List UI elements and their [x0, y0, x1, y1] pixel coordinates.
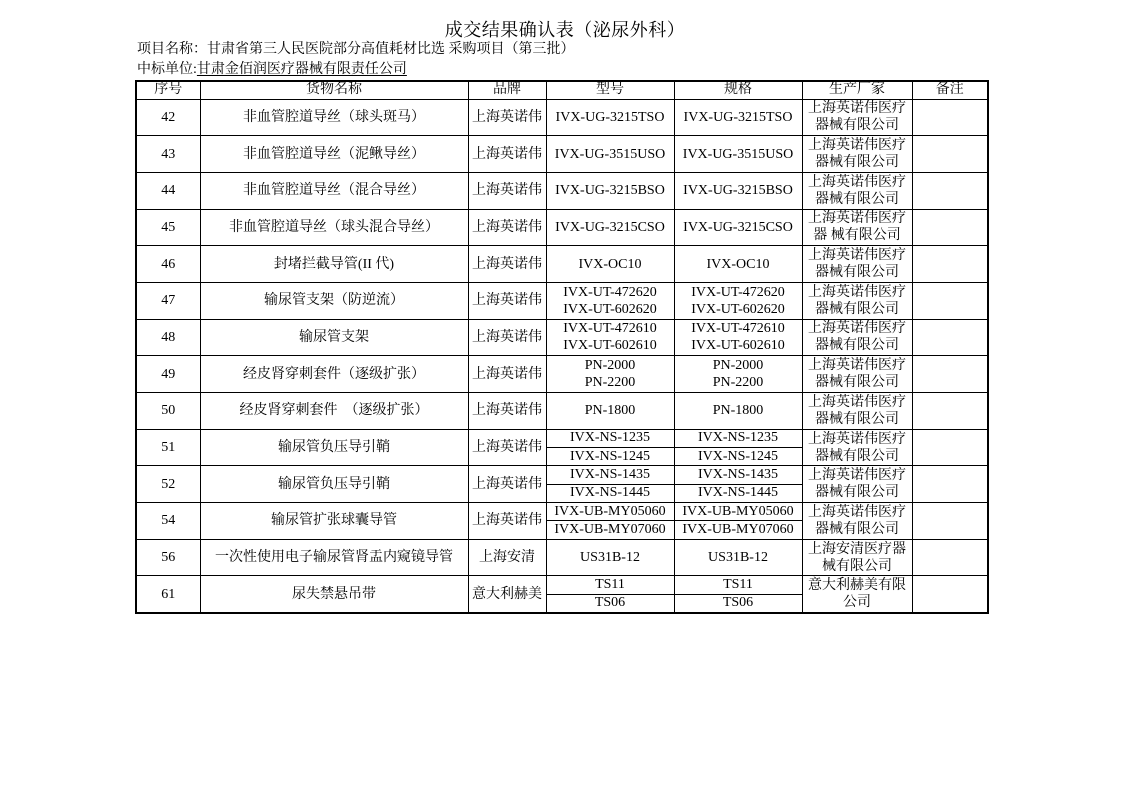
winner-line: [137, 61, 407, 79]
note-cell: [912, 209, 988, 246]
item-name-cell: 输尿管负压导引鞘: [200, 429, 468, 466]
column-header-manufacturer: 生产厂家: [802, 81, 912, 99]
model-line: IVX-UG-3215TSO: [555, 109, 665, 125]
manufacturer-line: 器械有限公司: [815, 155, 899, 171]
manufacturer-cell: [802, 539, 912, 576]
seq-cell: 51: [136, 429, 200, 466]
table-row: [136, 246, 988, 283]
manufacturer-line: 上海英诺伟医疗: [808, 211, 906, 227]
manufacturer-cell: [802, 172, 912, 209]
manufacturer-cell: [802, 466, 912, 503]
note-cell: [912, 99, 988, 136]
spec-line: IVX-UT-602610: [691, 338, 785, 354]
table-row: [136, 319, 988, 356]
model-line: IVX-UT-602610: [563, 338, 657, 354]
document-title: 成交结果确认表（泌尿外科）: [444, 20, 686, 40]
note-cell: [912, 466, 988, 503]
brand-cell: 上海英诺伟: [468, 136, 546, 173]
column-header-seq: 序号: [136, 81, 200, 99]
winner-label: 中标单位:: [137, 62, 197, 77]
seq-cell: 48: [136, 319, 200, 356]
manufacturer-line: 上海英诺伟医疗: [808, 284, 906, 300]
brand-cell: 上海英诺伟: [468, 503, 546, 540]
model-cell: IVX-NS-1235: [546, 429, 674, 447]
manufacturer-cell: [802, 99, 912, 136]
spec-cell: [674, 393, 802, 430]
note-cell: [912, 576, 988, 613]
table-row: [136, 576, 988, 594]
seq-cell: 54: [136, 503, 200, 540]
brand-cell: 上海英诺伟: [468, 246, 546, 283]
manufacturer-line: 上海英诺伟医疗: [808, 468, 906, 484]
model-line: PN-2200: [584, 375, 636, 391]
manufacturer-cell: [802, 576, 912, 613]
manufacturer-cell: [802, 246, 912, 283]
spec-cell: [674, 99, 802, 136]
table-row: [136, 429, 988, 447]
manufacturer-cell: [802, 393, 912, 430]
spec-line: IVX-UG-3215BSO: [683, 183, 793, 199]
note-cell: [912, 246, 988, 283]
seq-cell: 52: [136, 466, 200, 503]
spec-line: IVX-UT-602620: [691, 301, 785, 317]
model-line: IVX-UT-472620: [563, 284, 657, 300]
manufacturer-line: 器械有限公司: [815, 301, 899, 317]
item-name-cell: 非血管腔道导丝（混合导丝）: [200, 172, 468, 209]
model-line: IVX-UG-3215CSO: [555, 219, 665, 235]
manufacturer-line: 上海英诺伟医疗: [808, 248, 906, 264]
spec-cell: [674, 356, 802, 393]
spec-line: IVX-OC10: [706, 256, 770, 272]
spec-cell: [674, 209, 802, 246]
note-cell: [912, 539, 988, 576]
model-cell: [546, 356, 674, 393]
model-line: IVX-UG-3215BSO: [555, 183, 665, 199]
column-header-note: 备注: [912, 81, 988, 99]
brand-cell: 上海英诺伟: [468, 282, 546, 319]
manufacturer-line: 器械有限公司: [815, 411, 899, 427]
spec-cell: IVX-NS-1435: [674, 466, 802, 484]
manufacturer-line: 上海英诺伟医疗: [808, 431, 906, 447]
table-row: [136, 393, 988, 430]
brand-cell: 上海英诺伟: [468, 99, 546, 136]
model-cell: [546, 282, 674, 319]
manufacturer-line: 器械有限公司: [815, 265, 899, 281]
spec-cell: IVX-UB-MY07060: [674, 521, 802, 539]
seq-cell: 43: [136, 136, 200, 173]
manufacturer-cell: [802, 209, 912, 246]
model-cell: [546, 319, 674, 356]
model-cell: [546, 209, 674, 246]
model-cell: [546, 172, 674, 209]
model-cell: IVX-UB-MY05060: [546, 503, 674, 521]
seq-cell: 46: [136, 246, 200, 283]
model-cell: [546, 246, 674, 283]
table-row: [136, 503, 988, 521]
manufacturer-line: 上海英诺伟医疗: [808, 138, 906, 154]
model-line: IVX-UT-602620: [563, 301, 657, 317]
manufacturer-line: 上海英诺伟医疗: [808, 358, 906, 374]
table-row: [136, 356, 988, 393]
item-name-cell: 输尿管负压导引鞘: [200, 466, 468, 503]
note-cell: [912, 429, 988, 466]
item-name-cell: 经皮肾穿刺套件 （逐级扩张）: [200, 393, 468, 430]
model-cell: [546, 99, 674, 136]
manufacturer-line: 器械有限公司: [815, 338, 899, 354]
spec-line: IVX-UT-472610: [691, 321, 785, 337]
model-cell: IVX-UB-MY07060: [546, 521, 674, 539]
model-line: PN-2000: [584, 358, 636, 374]
project-line: [137, 41, 575, 59]
manufacturer-line: 上海英诺伟医疗: [808, 321, 906, 337]
manufacturer-line: 公司: [843, 595, 871, 611]
manufacturer-cell: [802, 136, 912, 173]
model-line: IVX-UG-3515USO: [554, 146, 666, 162]
manufacturer-line: 上海英诺伟医疗: [808, 504, 906, 520]
manufacturer-line: 器械有限公司: [815, 191, 899, 207]
item-name-cell: 非血管腔道导丝（泥鳅导丝）: [200, 136, 468, 173]
table-row: [136, 136, 988, 173]
manufacturer-cell: [802, 503, 912, 540]
brand-cell: 上海英诺伟: [468, 209, 546, 246]
spec-cell: IVX-UB-MY05060: [674, 503, 802, 521]
brand-cell: 上海英诺伟: [468, 356, 546, 393]
model-cell: IVX-NS-1445: [546, 484, 674, 502]
note-cell: [912, 393, 988, 430]
table-row: [136, 539, 988, 576]
item-name-cell: 一次性使用电子输尿管肾盂内窥镜导管: [200, 539, 468, 576]
brand-cell: 上海英诺伟: [468, 466, 546, 503]
spec-cell: IVX-NS-1245: [674, 448, 802, 466]
model-cell: IVX-NS-1245: [546, 448, 674, 466]
seq-cell: 45: [136, 209, 200, 246]
brand-cell: 上海英诺伟: [468, 393, 546, 430]
result-table: [135, 80, 989, 614]
item-name-cell: 经皮肾穿刺套件（逐级扩张）: [200, 356, 468, 393]
note-cell: [912, 282, 988, 319]
project-label: 项目名称：: [137, 42, 207, 57]
model-line: IVX-UT-472610: [563, 321, 657, 337]
manufacturer-cell: [802, 282, 912, 319]
spec-cell: [674, 172, 802, 209]
table-row: [136, 172, 988, 209]
spec-cell: TS06: [674, 594, 802, 612]
note-cell: [912, 503, 988, 540]
spec-line: IVX-UG-3515USO: [682, 146, 794, 162]
model-cell: IVX-NS-1435: [546, 466, 674, 484]
item-name-cell: 非血管腔道导丝（球头混合导丝）: [200, 209, 468, 246]
spec-line: PN-2000: [712, 358, 764, 374]
note-cell: [912, 136, 988, 173]
brand-cell: 上海英诺伟: [468, 429, 546, 466]
manufacturer-line: 器械有限公司: [815, 118, 899, 134]
brand-cell: 上海安清: [468, 539, 546, 576]
table-row: [136, 466, 988, 484]
table-row: [136, 99, 988, 136]
seq-cell: 47: [136, 282, 200, 319]
table-body: [136, 99, 988, 613]
model-cell: [546, 136, 674, 173]
header-row: [136, 81, 988, 99]
seq-cell: 44: [136, 172, 200, 209]
spec-cell: TS11: [674, 576, 802, 594]
spec-cell: [674, 319, 802, 356]
manufacturer-line: 上海英诺伟医疗: [808, 394, 906, 410]
brand-cell: 意大利赫美: [468, 576, 546, 613]
manufacturer-line: 器械有限公司: [815, 448, 899, 464]
manufacturer-line: 器械有限公司: [815, 521, 899, 537]
brand-cell: 上海英诺伟: [468, 172, 546, 209]
spec-cell: IVX-NS-1235: [674, 429, 802, 447]
manufacturer-cell: [802, 429, 912, 466]
manufacturer-line: 上海英诺伟医疗: [808, 174, 906, 190]
seq-cell: 61: [136, 576, 200, 613]
model-cell: [546, 539, 674, 576]
seq-cell: 42: [136, 99, 200, 136]
manufacturer-line: 意大利赫美有限: [808, 578, 906, 594]
table-row: [136, 209, 988, 246]
item-name-cell: 尿失禁悬吊带: [200, 576, 468, 613]
column-header-model: 型号: [546, 81, 674, 99]
manufacturer-line: 上海英诺伟医疗: [808, 101, 906, 117]
manufacturer-cell: [802, 319, 912, 356]
note-cell: [912, 356, 988, 393]
spec-line: PN-2200: [712, 375, 764, 391]
spec-line: PN-1800: [712, 403, 764, 419]
spec-cell: [674, 246, 802, 283]
seq-cell: 49: [136, 356, 200, 393]
spec-line: IVX-UG-3215TSO: [683, 109, 793, 125]
note-cell: [912, 172, 988, 209]
manufacturer-cell: [802, 356, 912, 393]
model-cell: TS06: [546, 594, 674, 612]
seq-cell: 56: [136, 539, 200, 576]
column-header-item-name: 货物名称: [200, 81, 468, 99]
model-line: IVX-OC10: [578, 256, 642, 272]
winner-name: 甘肃金佰润医疗器械有限责任公司: [196, 62, 407, 77]
project-name: 甘肃省第三人民医院部分高值耗材比选 采购项目（第三批）: [207, 42, 575, 57]
table-row: [136, 282, 988, 319]
model-line: US31B-12: [580, 550, 640, 566]
item-name-cell: 输尿管支架: [200, 319, 468, 356]
seq-cell: 50: [136, 393, 200, 430]
spec-cell: [674, 282, 802, 319]
spec-line: US31B-12: [708, 550, 768, 566]
model-line: PN-1800: [584, 403, 636, 419]
manufacturer-line: 器械有限公司: [815, 375, 899, 391]
manufacturer-line: 械有限公司: [822, 558, 892, 574]
manufacturer-line: 上海安清医疗器: [808, 541, 906, 557]
spec-cell: [674, 539, 802, 576]
spec-line: IVX-UT-472620: [691, 284, 785, 300]
note-cell: [912, 319, 988, 356]
manufacturer-line: 器 械有限公司: [813, 228, 901, 244]
spec-cell: IVX-NS-1445: [674, 484, 802, 502]
item-name-cell: 输尿管扩张球囊导管: [200, 503, 468, 540]
spec-line: IVX-UG-3215CSO: [683, 219, 793, 235]
brand-cell: 上海英诺伟: [468, 319, 546, 356]
model-cell: [546, 393, 674, 430]
item-name-cell: 非血管腔道导丝（球头斑马）: [200, 99, 468, 136]
spec-cell: [674, 136, 802, 173]
model-cell: TS11: [546, 576, 674, 594]
column-header-spec: 规格: [674, 81, 802, 99]
manufacturer-line: 器械有限公司: [815, 485, 899, 501]
item-name-cell: 封堵拦截导管(II 代): [200, 246, 468, 283]
column-header-brand: 品牌: [468, 81, 546, 99]
item-name-cell: 输尿管支架（防逆流）: [200, 282, 468, 319]
